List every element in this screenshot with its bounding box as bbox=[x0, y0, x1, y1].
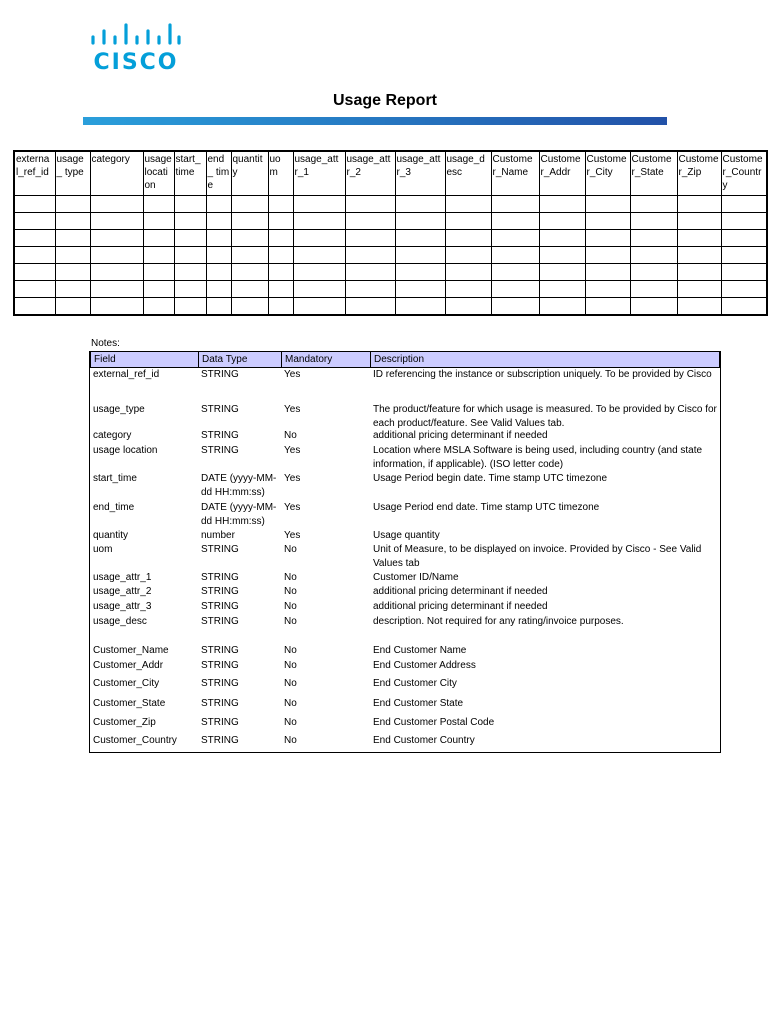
notes-data-type: STRING bbox=[201, 572, 239, 583]
notes-mandatory: No bbox=[284, 586, 297, 597]
grid-cell[interactable] bbox=[231, 281, 268, 298]
grid-cell[interactable] bbox=[174, 298, 206, 316]
notes-description: Usage Period end date. Time stamp UTC timezone bbox=[373, 502, 600, 513]
notes-data-type: STRING bbox=[201, 430, 239, 441]
grid-cell[interactable] bbox=[345, 298, 395, 316]
notes-mandatory: No bbox=[284, 698, 297, 709]
grid-cell[interactable] bbox=[491, 298, 539, 316]
notes-data-type: STRING bbox=[201, 678, 239, 689]
notes-description: additional pricing determinant if needed bbox=[373, 430, 548, 441]
grid-cell[interactable] bbox=[677, 230, 721, 247]
grid-cell[interactable] bbox=[677, 213, 721, 230]
grid-cell[interactable] bbox=[445, 281, 491, 298]
grid-column-header: usage _ type bbox=[55, 151, 90, 196]
grid-column-header: Custome r_Name bbox=[491, 151, 539, 196]
grid-cell[interactable] bbox=[206, 281, 231, 298]
title-underline-bar bbox=[83, 117, 667, 125]
grid-cell[interactable] bbox=[677, 247, 721, 264]
notes-data-type: STRING bbox=[201, 445, 239, 456]
grid-cell[interactable] bbox=[445, 298, 491, 316]
notes-description: additional pricing determinant if needed bbox=[373, 586, 548, 597]
grid-cell[interactable] bbox=[677, 298, 721, 316]
notes-data-type: STRING bbox=[201, 616, 239, 627]
grid-cell[interactable] bbox=[345, 247, 395, 264]
grid-cell[interactable] bbox=[630, 196, 677, 213]
notes-field: category bbox=[93, 430, 132, 441]
notes-mandatory: Yes bbox=[284, 473, 301, 484]
grid-cell[interactable] bbox=[445, 264, 491, 281]
grid-cell[interactable] bbox=[268, 196, 293, 213]
grid-cell[interactable] bbox=[539, 230, 585, 247]
grid-cell[interactable] bbox=[395, 281, 445, 298]
notes-data-type: STRING bbox=[201, 645, 239, 656]
grid-cell[interactable] bbox=[55, 213, 90, 230]
grid-row bbox=[14, 298, 767, 316]
grid-cell[interactable] bbox=[14, 213, 55, 230]
grid-cell[interactable] bbox=[268, 281, 293, 298]
notes-field: usage_desc bbox=[93, 616, 147, 627]
notes-description: End Customer City bbox=[373, 678, 457, 689]
grid-cell[interactable] bbox=[14, 298, 55, 316]
grid-cell[interactable] bbox=[491, 213, 539, 230]
notes-data-type: STRING bbox=[201, 698, 239, 709]
notes-mandatory: No bbox=[284, 678, 297, 689]
notes-mandatory: No bbox=[284, 717, 297, 728]
notes-field: Customer_City bbox=[93, 678, 160, 689]
grid-column-header: usage_att r_2 bbox=[345, 151, 395, 196]
grid-cell[interactable] bbox=[539, 298, 585, 316]
grid-column-header: end _ time bbox=[206, 151, 231, 196]
grid-cell[interactable] bbox=[539, 264, 585, 281]
notes-description: Usage Period begin date. Time stamp UTC timezone bbox=[373, 473, 607, 484]
grid-cell[interactable] bbox=[143, 213, 174, 230]
grid-cell[interactable] bbox=[395, 247, 445, 264]
grid-cell[interactable] bbox=[445, 230, 491, 247]
notes-field: usage location bbox=[93, 445, 158, 456]
notes-description: Unit of Measure, to be displayed on invoice. Provided by Cisco - See Valid Values tab bbox=[373, 544, 702, 569]
grid-cell[interactable] bbox=[721, 196, 767, 213]
grid-cell[interactable] bbox=[55, 264, 90, 281]
notes-mandatory: No bbox=[284, 430, 297, 441]
grid-cell[interactable] bbox=[174, 264, 206, 281]
cisco-logo bbox=[90, 22, 182, 74]
notes-field: Customer_State bbox=[93, 698, 166, 709]
grid-column-header: Custome r_Countr y bbox=[721, 151, 767, 196]
grid-cell[interactable] bbox=[445, 213, 491, 230]
grid-cell[interactable] bbox=[206, 247, 231, 264]
notes-mandatory: No bbox=[284, 601, 297, 612]
notes-field: Customer_Addr bbox=[93, 660, 164, 671]
grid-cell[interactable] bbox=[345, 230, 395, 247]
header-divider bbox=[281, 352, 282, 368]
notes-mandatory: Yes bbox=[284, 530, 301, 541]
grid-cell[interactable] bbox=[90, 230, 143, 247]
notes-field: end_time bbox=[93, 502, 135, 513]
grid-cell[interactable] bbox=[585, 281, 630, 298]
grid-cell[interactable] bbox=[721, 213, 767, 230]
notes-mandatory: No bbox=[284, 544, 297, 555]
grid-cell[interactable] bbox=[174, 247, 206, 264]
notes-mandatory: No bbox=[284, 572, 297, 583]
notes-mandatory: Yes bbox=[284, 369, 301, 380]
grid-cell[interactable] bbox=[345, 264, 395, 281]
grid-cell[interactable] bbox=[721, 230, 767, 247]
notes-mandatory: No bbox=[284, 660, 297, 671]
grid-column-header: start_ time bbox=[174, 151, 206, 196]
grid-cell[interactable] bbox=[206, 213, 231, 230]
grid-cell[interactable] bbox=[395, 264, 445, 281]
grid-cell[interactable] bbox=[90, 213, 143, 230]
page-title: Usage Report bbox=[332, 92, 438, 109]
grid-column-header: usage_att r_3 bbox=[395, 151, 445, 196]
notes-description: End Customer Country bbox=[373, 735, 475, 746]
grid-cell[interactable] bbox=[721, 247, 767, 264]
grid-cell[interactable] bbox=[445, 196, 491, 213]
notes-description: End Customer Name bbox=[373, 645, 467, 656]
grid-cell[interactable] bbox=[630, 213, 677, 230]
grid-cell[interactable] bbox=[206, 196, 231, 213]
grid-cell[interactable] bbox=[491, 281, 539, 298]
grid-cell[interactable] bbox=[293, 264, 345, 281]
notes-data-type: STRING bbox=[201, 369, 239, 380]
grid-column-header: Custome r_Addr bbox=[539, 151, 585, 196]
grid-cell[interactable] bbox=[231, 298, 268, 316]
grid-cell[interactable] bbox=[55, 298, 90, 316]
notes-field: usage_attr_3 bbox=[93, 601, 152, 612]
notes-field: external_ref_id bbox=[93, 369, 160, 380]
grid-cell[interactable] bbox=[268, 230, 293, 247]
notes-field: usage_attr_2 bbox=[93, 586, 152, 597]
grid-cell[interactable] bbox=[143, 281, 174, 298]
notes-description: description. Not required for any rating/invoice purposes. bbox=[373, 616, 624, 627]
grid-cell[interactable] bbox=[491, 247, 539, 264]
grid-cell[interactable] bbox=[14, 281, 55, 298]
grid-cell[interactable] bbox=[539, 213, 585, 230]
grid-cell[interactable] bbox=[293, 281, 345, 298]
notes-data-type: STRING bbox=[201, 717, 239, 728]
grid-cell[interactable] bbox=[585, 213, 630, 230]
notes-field: Customer_Country bbox=[93, 735, 177, 746]
grid-cell[interactable] bbox=[90, 247, 143, 264]
grid-column-header: category bbox=[90, 151, 143, 196]
notes-description: ID referencing the instance or subscription uniquely. To be provided by Cisco bbox=[373, 369, 712, 380]
notes-mandatory: Yes bbox=[284, 445, 301, 456]
grid-cell[interactable] bbox=[174, 196, 206, 213]
notes-data-type: STRING bbox=[201, 601, 239, 612]
grid-row bbox=[14, 213, 767, 230]
notes-description: End Customer Postal Code bbox=[373, 717, 495, 728]
notes-field: start_time bbox=[93, 473, 137, 484]
notes-header-row bbox=[90, 351, 720, 368]
grid-column-header: uo m bbox=[268, 151, 293, 196]
grid-cell[interactable] bbox=[143, 247, 174, 264]
grid-cell[interactable] bbox=[630, 298, 677, 316]
grid-cell[interactable] bbox=[231, 247, 268, 264]
header-divider bbox=[198, 352, 199, 368]
notes-field: quantity bbox=[93, 530, 129, 541]
notes-data-type: DATE (yyyy-MM-dd HH:mm:ss) bbox=[201, 473, 277, 498]
grid-cell[interactable] bbox=[14, 196, 55, 213]
grid-cell[interactable] bbox=[90, 281, 143, 298]
notes-description: End Customer State bbox=[373, 698, 464, 709]
grid-cell[interactable] bbox=[585, 196, 630, 213]
grid-row bbox=[14, 247, 767, 264]
grid-cell[interactable] bbox=[677, 281, 721, 298]
grid-cell[interactable] bbox=[231, 264, 268, 281]
grid-column-header: externa l_ref_id bbox=[14, 151, 55, 196]
grid-cell[interactable] bbox=[585, 247, 630, 264]
grid-cell[interactable] bbox=[143, 264, 174, 281]
grid-cell[interactable] bbox=[585, 298, 630, 316]
grid-cell[interactable] bbox=[14, 230, 55, 247]
grid-cell[interactable] bbox=[268, 298, 293, 316]
grid-cell[interactable] bbox=[55, 281, 90, 298]
grid-cell[interactable] bbox=[345, 196, 395, 213]
notes-table bbox=[89, 351, 721, 753]
notes-description: additional pricing determinant if needed bbox=[373, 601, 548, 612]
grid-cell[interactable] bbox=[206, 230, 231, 247]
notes-field: uom bbox=[93, 544, 113, 555]
notes-field: Customer_Zip bbox=[93, 717, 156, 728]
notes-field: usage_attr_1 bbox=[93, 572, 152, 583]
grid-cell[interactable] bbox=[721, 281, 767, 298]
header-data-type: Data Type bbox=[202, 354, 248, 365]
grid-cell[interactable] bbox=[268, 247, 293, 264]
grid-cell[interactable] bbox=[585, 230, 630, 247]
grid-cell[interactable] bbox=[90, 298, 143, 316]
grid-cell[interactable] bbox=[55, 196, 90, 213]
notes-field: usage_type bbox=[93, 404, 145, 415]
grid-cell[interactable] bbox=[293, 298, 345, 316]
grid-cell[interactable] bbox=[55, 230, 90, 247]
grid-cell[interactable] bbox=[293, 213, 345, 230]
notes-mandatory: No bbox=[284, 735, 297, 746]
notes-mandatory: Yes bbox=[284, 404, 301, 415]
grid-cell[interactable] bbox=[206, 264, 231, 281]
grid-cell[interactable] bbox=[14, 247, 55, 264]
grid-cell[interactable] bbox=[14, 264, 55, 281]
grid-cell[interactable] bbox=[345, 213, 395, 230]
logo-wordmark: CISCO bbox=[93, 50, 179, 75]
grid-row bbox=[14, 264, 767, 281]
grid-cell[interactable] bbox=[293, 247, 345, 264]
notes-description: Usage quantity bbox=[373, 530, 440, 541]
usage-report-grid bbox=[13, 150, 768, 316]
grid-column-header: usage locati on bbox=[143, 151, 174, 196]
grid-cell[interactable] bbox=[90, 196, 143, 213]
grid-cell[interactable] bbox=[293, 230, 345, 247]
notes-data-type: STRING bbox=[201, 660, 239, 671]
grid-cell[interactable] bbox=[677, 264, 721, 281]
grid-column-header: Custome r_State bbox=[630, 151, 677, 196]
notes-field: Customer_Name bbox=[93, 645, 169, 656]
grid-row bbox=[14, 230, 767, 247]
grid-cell[interactable] bbox=[539, 196, 585, 213]
grid-row bbox=[14, 196, 767, 213]
notes-data-type: number bbox=[201, 530, 235, 541]
notes-label: Notes: bbox=[91, 338, 120, 349]
grid-header-row bbox=[14, 151, 767, 196]
grid-column-header: quantit y bbox=[231, 151, 268, 196]
grid-cell[interactable] bbox=[539, 281, 585, 298]
grid-cell[interactable] bbox=[721, 298, 767, 316]
notes-mandatory: No bbox=[284, 645, 297, 656]
grid-cell[interactable] bbox=[395, 298, 445, 316]
grid-cell[interactable] bbox=[721, 264, 767, 281]
grid-cell[interactable] bbox=[630, 247, 677, 264]
grid-cell[interactable] bbox=[491, 196, 539, 213]
grid-column-header: usage_att r_1 bbox=[293, 151, 345, 196]
notes-data-type: STRING bbox=[201, 735, 239, 746]
header-divider bbox=[370, 352, 371, 368]
grid-cell[interactable] bbox=[445, 247, 491, 264]
grid-cell[interactable] bbox=[293, 196, 345, 213]
grid-cell[interactable] bbox=[174, 213, 206, 230]
notes-data-type: STRING bbox=[201, 544, 239, 555]
grid-column-header: Custome r_Zip bbox=[677, 151, 721, 196]
grid-cell[interactable] bbox=[231, 230, 268, 247]
header-mandatory: Mandatory bbox=[285, 354, 333, 365]
grid-cell[interactable] bbox=[630, 264, 677, 281]
grid-column-header: Custome r_City bbox=[585, 151, 630, 196]
notes-data-type: STRING bbox=[201, 404, 239, 415]
grid-cell[interactable] bbox=[174, 281, 206, 298]
grid-cell[interactable] bbox=[630, 230, 677, 247]
grid-cell[interactable] bbox=[491, 264, 539, 281]
grid-cell[interactable] bbox=[395, 213, 445, 230]
grid-cell[interactable] bbox=[231, 213, 268, 230]
notes-mandatory: No bbox=[284, 616, 297, 627]
grid-cell[interactable] bbox=[539, 247, 585, 264]
grid-cell[interactable] bbox=[630, 281, 677, 298]
grid-cell[interactable] bbox=[143, 298, 174, 316]
grid-cell[interactable] bbox=[55, 247, 90, 264]
cisco-bridge-icon bbox=[90, 22, 182, 48]
grid-column-header: usage_d esc bbox=[445, 151, 491, 196]
grid-cell[interactable] bbox=[345, 281, 395, 298]
notes-mandatory: Yes bbox=[284, 502, 301, 513]
grid-cell[interactable] bbox=[90, 264, 143, 281]
grid-cell[interactable] bbox=[268, 213, 293, 230]
grid-cell[interactable] bbox=[677, 196, 721, 213]
grid-cell[interactable] bbox=[395, 230, 445, 247]
notes-description: Customer ID/Name bbox=[373, 572, 459, 583]
header-field: Field bbox=[94, 354, 116, 365]
grid-cell[interactable] bbox=[268, 264, 293, 281]
grid-cell[interactable] bbox=[174, 230, 206, 247]
grid-cell[interactable] bbox=[143, 196, 174, 213]
notes-data-type: STRING bbox=[201, 586, 239, 597]
grid-cell[interactable] bbox=[585, 264, 630, 281]
grid-cell[interactable] bbox=[395, 196, 445, 213]
grid-cell[interactable] bbox=[143, 230, 174, 247]
grid-cell[interactable] bbox=[491, 230, 539, 247]
grid-cell[interactable] bbox=[231, 196, 268, 213]
header-description: Description bbox=[374, 354, 425, 365]
notes-description: Location where MSLA Software is being used, including country (and state information, if applicable). (ISO letter code) bbox=[373, 445, 703, 470]
grid-cell[interactable] bbox=[206, 298, 231, 316]
notes-description: End Customer Address bbox=[373, 660, 476, 671]
grid-row bbox=[14, 281, 767, 298]
notes-data-type: DATE (yyyy-MM-dd HH:mm:ss) bbox=[201, 502, 277, 527]
notes-description: The product/feature for which usage is measured. To be provided by Cisco for each product/feature. See Valid Values tab. bbox=[373, 404, 717, 429]
